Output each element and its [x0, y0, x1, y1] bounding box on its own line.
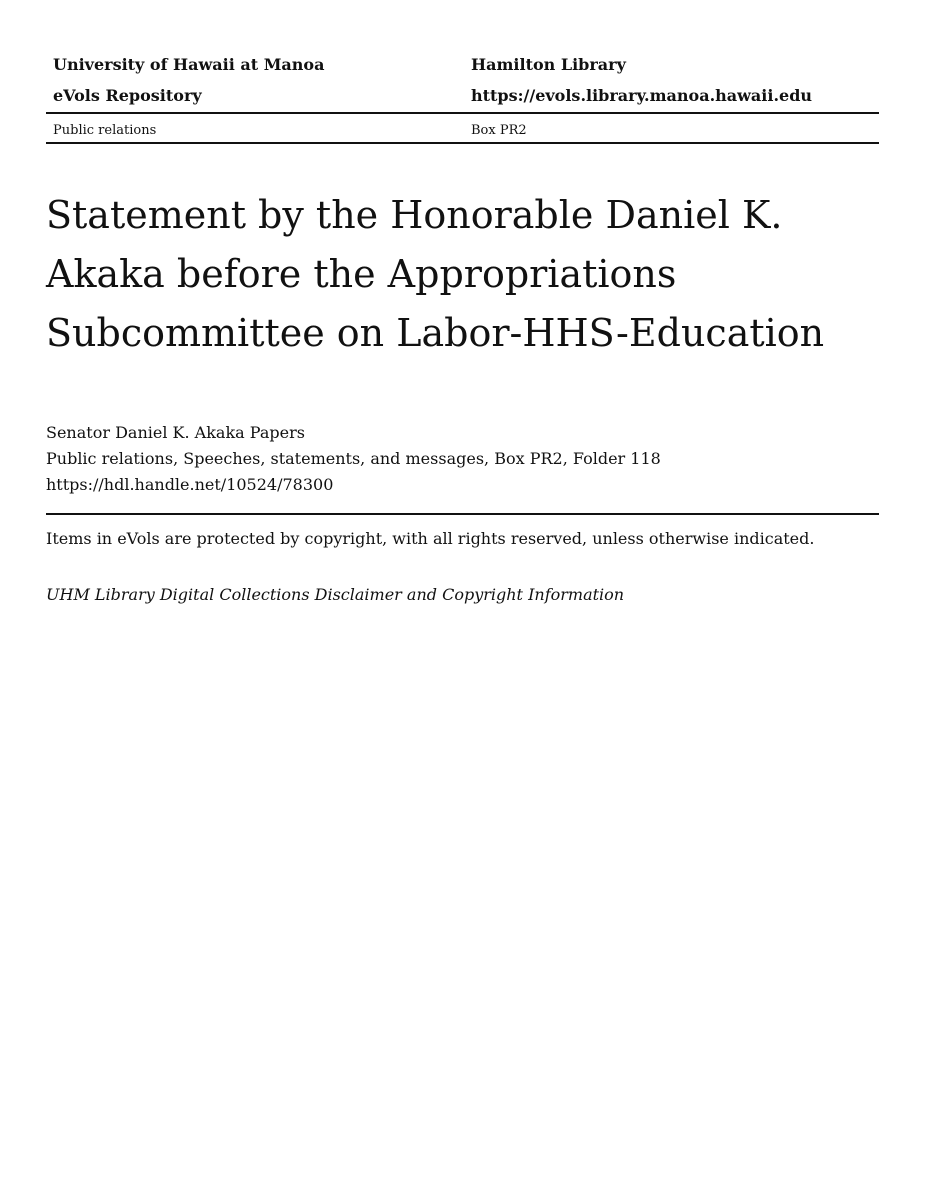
header-row-sub: [46, 114, 879, 142]
document-metadata: [46, 420, 661, 498]
box-label: Box PR2: [471, 123, 527, 138]
disclaimer-link[interactable]: UHM Library Digital Collections Disclaimer and Copyright Information: [46, 585, 625, 604]
footer-divider: [46, 513, 879, 515]
handle-link[interactable]: https://hdl.handle.net/10524/78300: [46, 475, 334, 494]
folder-location: Public relations, Speeches, statements, and messages, Box PR2, Folder 118: [46, 449, 661, 468]
series-label: Public relations: [53, 123, 157, 138]
header-row-second: [46, 81, 879, 112]
document-header: [46, 50, 879, 144]
institution-name: University of Hawaii at Manoa: [53, 55, 325, 74]
repository-name: eVols Repository: [53, 86, 202, 105]
library-name: Hamilton Library: [471, 55, 626, 74]
header-row-top: [46, 50, 879, 81]
copyright-notice: Items in eVols are protected by copyright, with all rights reserved, unless otherwise indicated.: [46, 529, 815, 548]
repository-url-link[interactable]: https://evols.library.manoa.hawaii.edu: [471, 86, 813, 105]
collection-name: Senator Daniel K. Akaka Papers: [46, 423, 305, 442]
document-title: Statement by the Honorable Daniel K. Akaka before the Appropriations Subcommittee on Labor-HHS-Education: [46, 193, 825, 355]
header-rule-bottom: [46, 142, 879, 144]
